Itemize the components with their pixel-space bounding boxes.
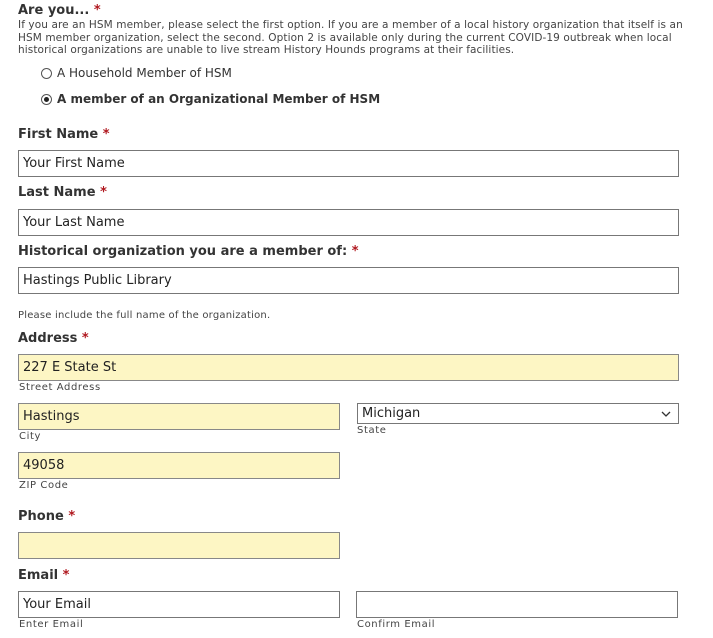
zip-code-input[interactable] — [18, 452, 340, 479]
street-address-sublabel: Street Address — [19, 382, 101, 393]
radio-unchecked-icon[interactable] — [41, 68, 52, 79]
first-name-input[interactable] — [18, 150, 679, 177]
email-label-text: Email — [18, 568, 59, 583]
option-household-member[interactable] — [41, 66, 232, 80]
chevron-down-icon — [660, 408, 672, 420]
required-marker: * — [68, 509, 76, 524]
city-input[interactable] — [18, 403, 340, 430]
first-name-label-text: First Name — [18, 127, 99, 142]
required-marker: * — [102, 127, 110, 142]
address-label-text: Address — [18, 331, 78, 346]
required-marker: * — [100, 185, 107, 200]
city-sublabel: City — [19, 431, 41, 442]
required-marker: * — [62, 568, 70, 583]
question-label-text: Are you... — [18, 3, 90, 18]
confirm-email-input[interactable] — [356, 591, 678, 618]
last-name-label-text: Last Name — [18, 185, 96, 200]
last-name-label — [18, 185, 107, 200]
email-label — [18, 568, 69, 583]
last-name-input[interactable] — [18, 209, 679, 236]
required-marker: * — [81, 331, 89, 346]
address-label — [18, 331, 89, 346]
option-organizational-member[interactable] — [41, 92, 380, 106]
option-household-label: A Household Member of HSM — [57, 66, 232, 80]
first-name-label — [18, 127, 110, 142]
organization-input[interactable] — [18, 267, 679, 294]
phone-label — [18, 509, 75, 524]
zip-code-sublabel: ZIP Code — [19, 480, 69, 491]
email-sublabel: Enter Email — [19, 619, 84, 630]
required-marker: * — [93, 3, 101, 18]
organization-label-text: Historical organization you are a member of: — [18, 244, 348, 259]
required-marker: * — [351, 244, 359, 259]
organization-label — [18, 244, 359, 259]
phone-input[interactable] — [18, 532, 340, 559]
state-selected-value: Michigan — [362, 406, 421, 421]
street-address-input[interactable] — [18, 354, 679, 381]
question-description: If you are an HSM member, please select the first option. If you are a member of a local history organization that itself is an HSM member organization, select the second. Option 2 is available only during the current COVID-19 outbreak when local historical organizations are unable to live stream History Hounds programs at their facilities. — [18, 19, 683, 56]
state-select[interactable] — [357, 403, 679, 424]
confirm-email-sublabel: Confirm Email — [357, 619, 436, 630]
question-label — [18, 3, 101, 18]
organization-help-text: Please include the full name of the organization. — [18, 310, 271, 321]
radio-checked-icon[interactable] — [41, 94, 52, 105]
email-input[interactable] — [18, 591, 340, 618]
state-sublabel: State — [357, 425, 387, 436]
option-organizational-label: A member of an Organizational Member of HSM — [57, 92, 381, 106]
phone-label-text: Phone — [18, 509, 64, 524]
